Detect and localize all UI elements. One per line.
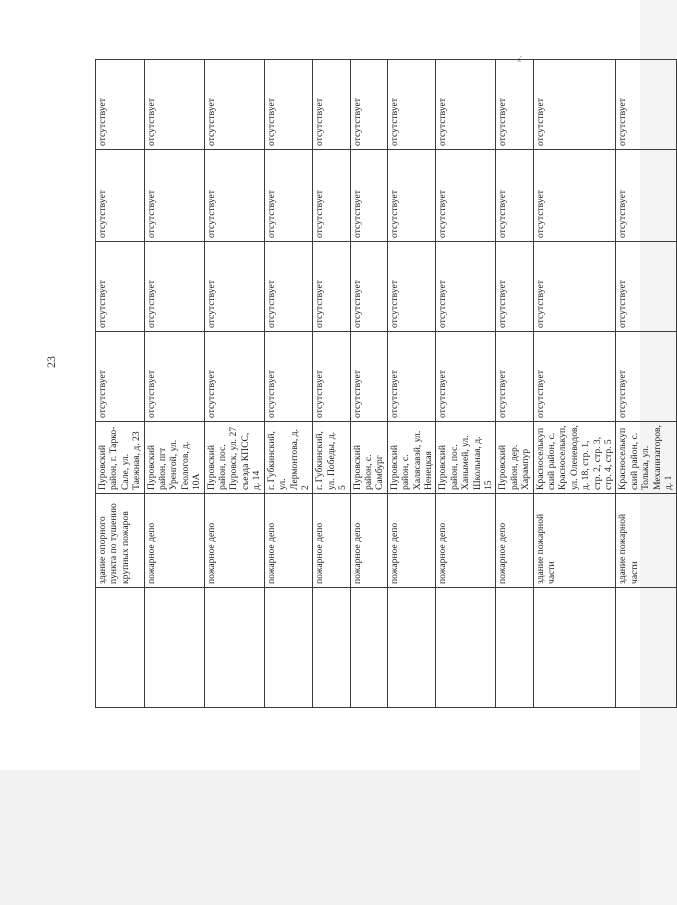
status-cell: отсутствует (616, 242, 676, 332)
status-cell: отсутствует (144, 60, 204, 150)
table-row (204, 60, 264, 708)
address-cell: Пуровский район, пгт Уренгой, ул. Геологов, д. 10А (144, 422, 204, 494)
status-cell: отсутствует (313, 332, 350, 422)
table-row (436, 60, 496, 708)
address-cell: Красноселькупский район, с. Толька, ул. Механизаторов, д. 1 (616, 422, 676, 494)
status-cell: отсутствует (350, 60, 387, 150)
status-cell: отсутствует (264, 150, 313, 242)
page-number: 23 (44, 356, 58, 368)
status-cell: отсутствует (533, 150, 616, 242)
status-cell: отсутствует (387, 60, 436, 150)
address-cell: г. Губкинский, ул. Победы, д. 5 (313, 422, 350, 494)
status-cell: отсутствует (96, 150, 145, 242)
facility-type-cell: здание опорного пункта по тушению крупных пожаров (96, 494, 145, 588)
status-cell: отсутствует (96, 60, 145, 150)
facility-type-cell: пожарное депо (144, 494, 204, 588)
blank-cell (96, 588, 145, 708)
status-cell: отсутствует (204, 60, 264, 150)
blank-cell (436, 588, 496, 708)
facility-type-cell: здание пожарной части (616, 494, 676, 588)
facility-type-cell: пожарное депо (264, 494, 313, 588)
status-cell: отсутствует (144, 242, 204, 332)
table-row (496, 60, 533, 708)
status-cell: отсутствует (496, 60, 533, 150)
status-cell: отсутствует (96, 332, 145, 422)
status-cell: отсутствует (204, 150, 264, 242)
table-row (350, 60, 387, 708)
status-cell: отсутствует (350, 242, 387, 332)
status-cell: отсутствует (264, 332, 313, 422)
status-cell: отсутствует (204, 332, 264, 422)
status-cell: отсутствует (496, 150, 533, 242)
facilities-table (95, 59, 677, 708)
facility-type-cell: пожарное депо (204, 494, 264, 588)
address-cell: Пуровский район, дер. Харампур (496, 422, 533, 494)
table-row (144, 60, 204, 708)
status-cell: отсутствует (204, 242, 264, 332)
facility-type-cell: пожарное депо (350, 494, 387, 588)
blank-cell (350, 588, 387, 708)
blank-cell (533, 588, 616, 708)
rotated-table-container (95, 59, 677, 708)
table-row (96, 60, 145, 708)
page-background (0, 770, 640, 905)
status-cell: отсутствует (436, 332, 496, 422)
blank-cell (387, 588, 436, 708)
blank-cell (616, 588, 676, 708)
status-cell: отсутствует (496, 242, 533, 332)
table-row (264, 60, 313, 708)
status-cell: отсутствует (313, 150, 350, 242)
status-cell: отсутствует (436, 60, 496, 150)
facility-type-cell: пожарное депо (313, 494, 350, 588)
table-row (387, 60, 436, 708)
status-cell: отсутствует (350, 332, 387, 422)
status-cell: отсутствует (616, 332, 676, 422)
blank-cell (144, 588, 204, 708)
address-cell: Пуровский район, пос. Ханымей, ул. Школьная, д. 15 (436, 422, 496, 494)
status-cell: отсутствует (496, 332, 533, 422)
address-cell: г. Губкинский, ул. Лермонтова, д. 2 (264, 422, 313, 494)
table-row (616, 60, 676, 708)
facility-type-cell: пожарное депо (496, 494, 533, 588)
blank-cell (264, 588, 313, 708)
address-cell: Пуровский район, с. Халясавэй, ул. Ненецкая (387, 422, 436, 494)
status-cell: отсутствует (144, 332, 204, 422)
status-cell: отсутствует (387, 150, 436, 242)
status-cell: отсутствует (387, 332, 436, 422)
facility-type-cell: пожарное депо (436, 494, 496, 588)
status-cell: отсутствует (264, 242, 313, 332)
facility-type-cell: пожарное депо (387, 494, 436, 588)
address-cell: Пуровский район, с. Самбург (350, 422, 387, 494)
facility-type-cell: здание пожарной части (533, 494, 616, 588)
status-cell: отсутствует (533, 242, 616, 332)
blank-cell (496, 588, 533, 708)
facilities-table-body (96, 60, 677, 708)
status-cell: отсутствует (264, 60, 313, 150)
blank-cell (313, 588, 350, 708)
blank-cell (204, 588, 264, 708)
table-row (533, 60, 616, 708)
status-cell: отсутствует (313, 242, 350, 332)
status-cell: отсутствует (616, 150, 676, 242)
status-cell: отсутствует (387, 242, 436, 332)
status-cell: отсутствует (436, 242, 496, 332)
status-cell: отсутствует (533, 332, 616, 422)
status-cell: отсутствует (350, 150, 387, 242)
status-cell: отсутствует (313, 60, 350, 150)
address-cell: Пуровский район, г. Тарко-Сале, ул. Таежная, д. 23 (96, 422, 145, 494)
table-row (313, 60, 350, 708)
status-cell: отсутствует (533, 60, 616, 150)
address-cell: Пуровский район, пос. Пуровск, ул. 27 съезда КПСС, д. 14 (204, 422, 264, 494)
status-cell: отсутствует (436, 150, 496, 242)
address-cell: Красноселькупский район, с. Красноселькуп, ул. Оленеводов, д. 18, стр. 1, стр. 2, стр. 3, стр. 4, стр. 5 (533, 422, 616, 494)
status-cell: отсутствует (616, 60, 676, 150)
corner-mark: ». (513, 55, 524, 63)
status-cell: отсутствует (144, 150, 204, 242)
status-cell: отсутствует (96, 242, 145, 332)
